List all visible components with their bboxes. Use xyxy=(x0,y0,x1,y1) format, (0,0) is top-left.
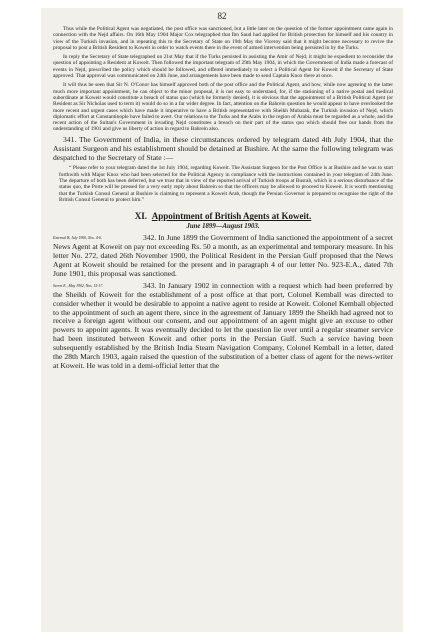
section-number: XI. xyxy=(134,211,147,222)
paragraph-343: 343. In January 1902 in connection with a request which had been preferred by the Sheikh of Koweit for the establishment of a post office at that port, Colonel Kemball was directed to consider whether it would be desirable to appoint a native agent to reside at Koweit. Colonel Kemball objected to the appointment of such an agent there, since in the agreement of January 1899 the Sheikh had agreed not to receive a foreign agent without our consent, and our appointment of an agent might give an excuse to other powers to appoint agents. It was eventually decided to let the question lie over until a regular steamer service had been instituted between Koweit and other ports in the Persian Gulf. Such a service having been subsequently established by the British India Steam Navigation Company, Colonel Kemball in a letter, dated the 28th March 1903, again raised the question of the substitution of a better class of agent for the news-writer at Koweit. He was told in a demi-official letter that the xyxy=(53,280,393,370)
paragraph-342: 342. In June 1899 the Government of India sanctioned the appointment of a secret News Agent at Koweit on pay not exceeding Rs. 50 a month, as an experimental and temporary measure. In his letter No. 272, dated 26th November 1900, the Political Resident in the Persian Gulf proposed that the News Agent at Koweit should be retained for the present and in paragraph 4 of our letter No. 923-E.A., dated 7th June 1901, this proposal was sanctioned. xyxy=(53,233,393,278)
page-body xyxy=(53,26,393,374)
paragraph: Thus while the Political Agent was negotiated, the post office was sanctioned, but a little later on the question of the former appointment came again in connection with the Nejd affairs. On 16th May 1904 Major Cox telegraphed that Ibn Saud had applied for British protection for himself and his country in view of the Turkish invasion, and in repeating this to the Secretary of State on 19th May the Viceroy said that it might become necessary to revive the proposal to post a British Resident to Koweit in order to watch events there in the event of armed intervention being persisted in by the Turks. xyxy=(53,26,393,51)
paragraph: In reply the Secretary of State telegraphed on 21st May that if the Turks persisted in assisting the Amir of Nejd, it might be expedient to reconsider the question of appointing a Resident at Koweit. Then followed the important telegram of 29th May 1904, in which the Government of India made a forecast of events in Nejd, prescribed the policy which should be followed, and offered immediately to select a Political Agent for Koweit if the Secretary of State approved. That approval was communicated on 24th June, and arrangements have been made to send Captain Knox there at once. xyxy=(53,54,393,80)
page-number: 82 xyxy=(217,11,227,21)
section-title: Appointment of British Agents at Koweit. xyxy=(151,211,312,222)
margin-note: Secret E., May 1902, Nos. 15-17. xyxy=(53,283,104,288)
section-heading xyxy=(53,211,393,221)
paragraph: It will thus be seen that Sir N. O'Conor has himself approved both of the post office and the Political Agent, and how, while now agreeing to the latter much more important appointment, he can object to the minor proposal, it is not easy to understand, for, if the stationing of a native postal and medical subordinate at Koweit would constitute a breach of status quo (which he formerly denied), it is obvious that the appointment of a British Political Agent (or Resident as Sir Nicholas used to term it) would do so in a far wider degree. In fact, attention on the Bahrein question he would appear to have overlooked the more recent and urgent cases which have made it imperative to have a British representative with Sheikh Mubarak, the Turkish invasion of Nejd, which diplomatic effort at Constantinople have failed to avert. Our relations to the Turks and the Arabs in the region of Arabia must be regarded as a whole, and the recent action of the Sultan's Government in invading Nejd constitutes a breach on their part of the status quo which should free our hands from the understanding of 1901 and give us liberty of action in regard to Bahrein also. xyxy=(53,82,393,133)
paragraph-341: 341. The Government of India, in these circumstances ordered by telegram dated 4th July 1904, that the Assistant Surgeon and his establishment should be detained at Bushire. At the same the following telegram was despatched to the Secretary of State :— xyxy=(53,134,393,162)
document-page xyxy=(41,8,403,632)
margin-note: External B, July 1900, Nos. 4-6. xyxy=(53,236,102,241)
section-dates: June 1899—August 1903. xyxy=(186,223,260,231)
telegram-quote: “ Please refer to your telegram dated the 1st July 1904, regarding Koweit. The Assistant Surgeon for the Post Office is at Bushire and he was to start forthwith with Major Knox who had been selected for the Political Agency in compliance with the instructions contained in your telegram of 24th June. The departure of both has been deferred, but we trust that in view of the reported arrival of Turkish troops at Busrah, which is a serious disturbance of the status quo, the Porte will be pressed for a very early reply about Bahrein so that the officers may be allowed to proceed to Koweit. It is worth mentioning that the Turkish Consul General at Bushire is claiming to represent a Koweit Arab, though the Persian Governor is prepared to recognise the right of the British Consul General to protect him.” xyxy=(59,165,393,203)
